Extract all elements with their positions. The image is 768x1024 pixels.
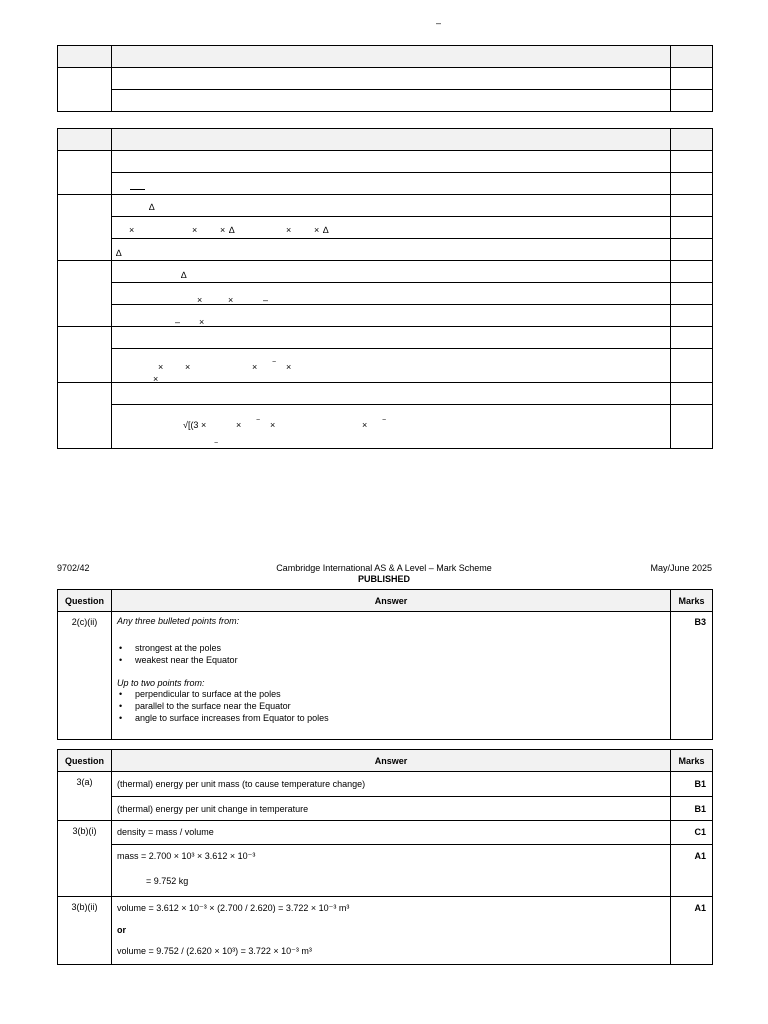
marks-value: B1 <box>671 772 713 797</box>
answer-cell <box>112 897 671 965</box>
list-item: • strongest at the poles <box>117 642 665 654</box>
marks-column-header: Marks <box>671 590 713 612</box>
marks-value: B1 <box>671 797 713 821</box>
exam-session: May/June 2025 <box>650 563 712 573</box>
answer-line: volume = 9.752 / (2.620 × 10³) = 3.722 × 10⁻³ m³ <box>117 946 312 956</box>
marks-column-header: Marks <box>671 750 713 772</box>
question-column-header: Question <box>58 590 112 612</box>
ghost-table-2 <box>57 128 713 449</box>
list-item: • parallel to the surface near the Equator <box>117 700 665 712</box>
answer-cell <box>112 845 671 897</box>
marks-value: B3 <box>671 612 713 740</box>
mark-scheme-table-q2 <box>57 589 713 740</box>
question-column-header: Question <box>58 750 112 772</box>
document-title: Cambridge International AS & A Level – Mark Scheme <box>276 563 492 573</box>
ghost-table-1 <box>57 45 713 112</box>
instruction-text: Any three bulleted points from: <box>117 616 240 626</box>
answer-line: volume = 3.612 × 10⁻³ × (2.700 / 2.620) = 3.722 × 10⁻³ m³ <box>117 903 350 913</box>
answer-line: = 9.752 kg <box>146 876 189 886</box>
answer-line: mass = 2.700 × 10³ × 3.612 × 10⁻³ <box>117 851 256 861</box>
or-label: or <box>117 925 126 935</box>
answer-column-header: Answer <box>112 590 671 612</box>
published-label: PUBLISHED <box>357 574 410 584</box>
mark-scheme-table-q3 <box>57 749 713 965</box>
question-number: 2(c)(ii) <box>58 612 112 740</box>
bullet-list <box>117 688 665 724</box>
question-number: 3(b)(i) <box>58 821 112 897</box>
answer-column-header: Answer <box>112 750 671 772</box>
question-number: 3(b)(ii) <box>58 897 112 965</box>
stray-dash: – <box>436 18 442 28</box>
marks-value: A1 <box>671 845 713 897</box>
answer-text: density = mass / volume <box>112 821 671 845</box>
answer-text: (thermal) energy per unit mass (to cause temperature change) <box>112 772 671 797</box>
paper-code: 9702/42 <box>57 563 90 573</box>
instruction-text: Up to two points from: <box>117 678 205 688</box>
list-item: • perpendicular to surface at the poles <box>117 688 665 700</box>
answer-cell <box>112 612 671 740</box>
marks-value: C1 <box>671 821 713 845</box>
answer-text: (thermal) energy per unit change in temperature <box>112 797 671 821</box>
marks-value: A1 <box>671 897 713 965</box>
bullet-list <box>117 642 665 666</box>
list-item: • angle to surface increases from Equator to poles <box>117 712 665 724</box>
list-item: • weakest near the Equator <box>117 654 665 666</box>
question-number: 3(a) <box>58 772 112 821</box>
